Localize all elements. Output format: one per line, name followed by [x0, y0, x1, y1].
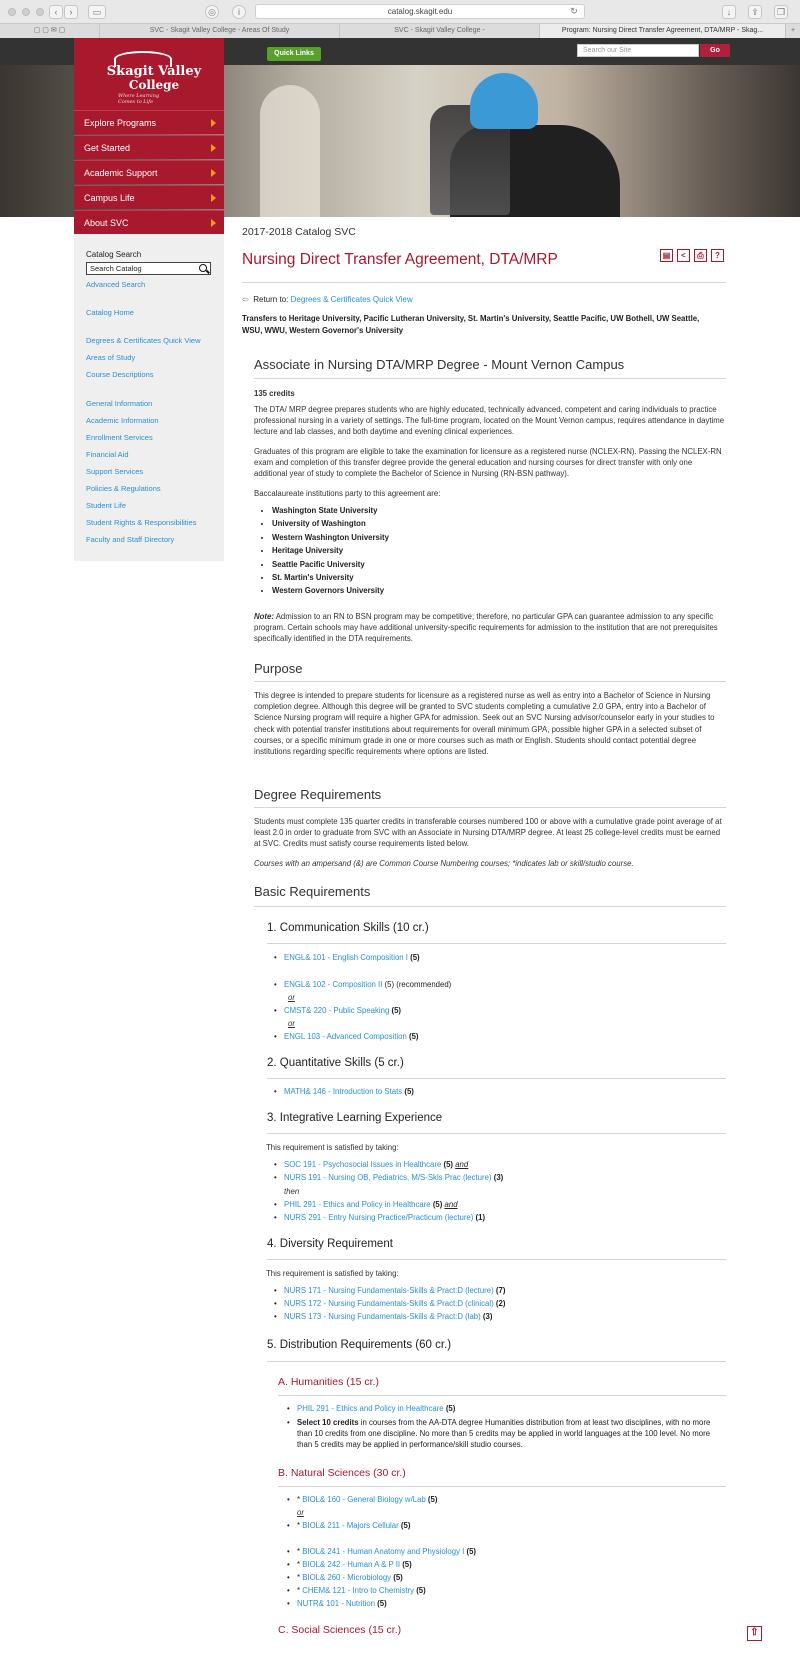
minimize-window-icon[interactable] [22, 8, 30, 16]
chevron-right-icon [211, 144, 216, 152]
sidebar-icon[interactable]: ▭ [88, 5, 106, 19]
diversity-heading: 4. Diversity Requirement [267, 1238, 393, 1250]
chevron-right-icon [211, 194, 216, 202]
reload-icon[interactable]: ↻ [570, 6, 578, 16]
tab-nursing-program[interactable]: Program: Nursing Direct Transfer Agreement, DTA/MRP - Skag... [540, 24, 786, 38]
list-item: • Heritage University [272, 544, 389, 557]
tab-bar [0, 23, 800, 38]
social-sciences-heading: C. Social Sciences (15 cr.) [278, 1624, 402, 1636]
search-icon[interactable] [199, 264, 207, 272]
tab-svc[interactable]: SVC - Skagit Valley College - [340, 24, 540, 38]
forward-icon[interactable]: › [64, 5, 78, 19]
divider [267, 1133, 726, 1134]
divider [267, 943, 726, 944]
divider [254, 906, 726, 907]
transfer-institutions: Transfers to Heritage University, Pacific Lutheran University, St. Martin's University, Seattle Pacific, UW Bothell, UW Seattle, WSU, WWU, Western Governor's University [242, 314, 700, 335]
course-nurs-173: • NURS 173 - Nursing Fundamentals-Skills & Pract:D (lab) (3) [274, 1312, 493, 1321]
catalog-search-label: Catalog Search [86, 250, 142, 259]
nav-academic-support[interactable]: Academic Support [74, 160, 224, 184]
reader-icon[interactable]: ◎ [205, 5, 219, 19]
purpose-heading: Purpose [254, 661, 303, 676]
hero-blue-hat [470, 73, 538, 129]
info-icon[interactable]: i [232, 5, 246, 19]
logo-tagline: Where Learning Comes to Life [118, 93, 160, 105]
print-icon[interactable]: ⎙ [694, 249, 707, 262]
sidebar-link-areas-of-study[interactable]: Areas of Study [86, 353, 136, 362]
or-label: or [288, 993, 295, 1002]
course-biol-241: • * BIOL& 241 - Human Anatomy and Physiology I (5) [287, 1547, 477, 1556]
sidebar-link-general-information[interactable]: General Information [86, 399, 153, 408]
intro-paragraph-2: Graduates of this program are eligible to take the examination for licensure as a registered nurse (NCLEX-RN). Passing the NCLEX-RN exam and completion of this transfer degree provide the general education and nursing courses for direct transfer with only one additional year of study to complete the Bachelor of Science in Nursing (RN-BSN pathway). [254, 447, 722, 479]
or-label: or [288, 1019, 295, 1028]
course-engl-103: • ENGL 103 - Advanced Composition (5) [274, 1032, 419, 1041]
integrative-heading: 3. Integrative Learning Experience [267, 1112, 443, 1124]
download-icon[interactable]: ↓ [722, 5, 736, 19]
communication-heading: 1. Communication Skills (10 cr.) [267, 922, 429, 934]
note-paragraph: Note: Admission to an RN to BSN program may be competitive; therefore, no particular GPA can guarantee admission to any specific program. Certain schools may have additional university-specific requirements for admission to the institution that are not prerequisites specifically identified in the DTA requirements. [254, 612, 718, 644]
divider [254, 378, 726, 379]
divider [278, 1395, 726, 1396]
or-label: or [297, 1508, 304, 1517]
course-nurs-172: • NURS 172 - Nursing Fundamentals-Skills & Pract:D (clinical) (2) [274, 1299, 506, 1308]
site-search-input[interactable]: Search our Site [577, 44, 699, 57]
course-biol-160: • * BIOL& 160 - General Biology w/Lab (5) [287, 1495, 438, 1504]
humanities-heading: A. Humanities (15 cr.) [278, 1376, 379, 1388]
close-window-icon[interactable] [8, 8, 16, 16]
course-nurs-171: • NURS 171 - Nursing Fundamentals-Skills & Pract:D (lecture) (7) [274, 1286, 506, 1295]
share-browser-icon[interactable]: ⇪ [748, 5, 762, 19]
sidebar-link-faculty-directory[interactable]: Faculty and Staff Directory [86, 535, 175, 544]
ile-intro: This requirement is satisfied by taking: [266, 1143, 399, 1152]
list-item: • Western Governors University [272, 584, 389, 597]
new-tab-button[interactable]: + [790, 27, 796, 34]
divider [254, 681, 726, 682]
degree-heading: Associate in Nursing DTA/MRP Degree - Mount Vernon Campus [254, 357, 625, 372]
course-nutr-101: • NUTR& 101 - Nutrition (5) [287, 1599, 387, 1608]
divider [267, 1078, 726, 1079]
sidebar-link-policies[interactable]: Policies & Regulations [86, 484, 161, 493]
institutions-intro: Baccalaureate institutions party to this agreement are: [254, 489, 441, 498]
list-item: • Seattle Pacific University [272, 558, 389, 571]
degree-requirements-heading: Degree Requirements [254, 787, 382, 802]
site-search-go-button[interactable]: Go [700, 44, 730, 57]
course-biol-211: • * BIOL& 211 - Majors Cellular (5) [287, 1521, 411, 1530]
sidebar-link-financial-aid[interactable]: Financial Aid [86, 450, 129, 459]
quantitative-heading: 2. Quantitative Skills (5 cr.) [267, 1057, 404, 1069]
nav-explore-programs[interactable]: Explore Programs [74, 110, 224, 134]
hero-figure [260, 85, 320, 217]
course-phil-291: • PHIL 291 - Ethics and Policy in Healthcare (5) and [274, 1200, 458, 1209]
chevron-right-icon [211, 219, 216, 227]
nav-about-svc[interactable]: About SVC [74, 210, 224, 234]
course-biol-260: • * BIOL& 260 - Microbiology (5) [287, 1573, 403, 1582]
course-math-146: • MATH& 146 - Introduction to Stats (5) [274, 1087, 414, 1096]
page-title: Nursing Direct Transfer Agreement, DTA/MRP [242, 251, 558, 268]
natural-sciences-heading: B. Natural Sciences (30 cr.) [278, 1467, 406, 1479]
url-bar[interactable]: catalog.skagit.edu [255, 4, 585, 19]
ampersand-note: Courses with an ampersand (&) are Common Course Numbering courses; *indicates lab or skill/studio course. [254, 859, 634, 868]
divider [242, 282, 726, 283]
divider [278, 1486, 726, 1487]
list-item: • University of Washington [272, 517, 389, 530]
sidebar-link-course-descriptions[interactable]: Course Descriptions [86, 370, 154, 379]
return-row [242, 295, 413, 304]
list-item: • Washington State University [272, 504, 389, 517]
tab-areas-of-study[interactable]: SVC - Skagit Valley College - Areas Of Study [100, 24, 340, 38]
catalog-year: 2017-2018 Catalog SVC [242, 226, 356, 238]
course-nurs-191: • NURS 191 - Nursing OB, Pediatrics, M/S-Skls Prac (lecture) (3) [274, 1173, 504, 1182]
course-soc-191: • SOC 191 - Psychosocial Issues in Healthcare (5) and [274, 1160, 469, 1169]
course-cmst-220: • CMST& 220 - Public Speaking (5) [274, 1006, 402, 1015]
course-engl-101: • ENGL& 101 - English Composition I (5) [274, 953, 420, 962]
div-intro: This requirement is satisfied by taking: [266, 1269, 399, 1278]
list-item: • Western Washington University [272, 531, 389, 544]
divider [267, 1259, 726, 1260]
course-phil-291-hum: • PHIL 291 - Ethics and Policy in Healthcare (5) [287, 1404, 456, 1413]
chevron-right-icon [211, 119, 216, 127]
sidebar-link-advanced-search[interactable]: Advanced Search [86, 280, 146, 289]
course-biol-242: • * BIOL& 242 - Human A & P II (5) [287, 1560, 412, 1569]
logo-name-line2: College [128, 78, 180, 92]
browser-chrome [0, 0, 800, 38]
divider [254, 807, 726, 808]
sidebar-link-enrollment-services[interactable]: Enrollment Services [86, 433, 153, 442]
quick-links-button[interactable]: Quick Links [267, 47, 321, 61]
document-icon[interactable]: ▤ [660, 249, 673, 262]
tabs-overview-icon[interactable]: ❐ [774, 5, 788, 19]
sidebar-link-student-life[interactable]: Student Life [86, 501, 127, 510]
distribution-heading: 5. Distribution Requirements (60 cr.) [267, 1339, 452, 1351]
then-label: then [284, 1187, 300, 1196]
divider [267, 1361, 726, 1362]
share-icon[interactable]: < [677, 249, 690, 262]
return-link[interactable]: Degrees & Certificates Quick View [290, 295, 413, 304]
logo-name-line1: Skagit Valley [106, 64, 202, 79]
sidebar-link-student-rights[interactable]: Student Rights & Responsibilities [86, 518, 197, 527]
bookmarks-icons: ▢ ▢ ✉ ▢ [0, 24, 100, 38]
sidebar-link-catalog-home[interactable]: Catalog Home [86, 308, 134, 317]
humanities-select-note: • Select 10 credits in courses from the AA-DTA degree Humanities distribution from at least two disciplines, with no more than 10 credits from one discipline. No more than 5 credits may be applied in world languages at the 100 level. No more than 5 credits may be applied in performance/skill studio courses. [287, 1418, 711, 1450]
sidebar-link-degrees-quick-view[interactable]: Degrees & Certificates Quick View [86, 336, 201, 345]
course-engl-102: • ENGL& 102 - Composition II (5) (recommended) [274, 980, 452, 989]
credits: 135 credits [254, 389, 295, 398]
nav-get-started[interactable]: Get Started [74, 135, 224, 159]
course-chem-121: • * CHEM& 121 - Intro to Chemistry (5) [287, 1586, 426, 1595]
sidebar-link-academic-information[interactable]: Academic Information [86, 416, 159, 425]
zoom-window-icon[interactable] [36, 8, 44, 16]
course-nurs-291: • NURS 291 - Entry Nursing Practice/Practicum (lecture) (1) [274, 1213, 486, 1222]
sidebar-link-support-services[interactable]: Support Services [86, 467, 144, 476]
intro-paragraph-1: The DTA/ MRP degree prepares students who are highly educated, technically advanced, competent and caring individuals to practice professional nursing in a variety of settings. The full-time program, located on the Mount Vernon campus, requires attendance in daytime lecture and lab classes, and both daytime and evening clinical experiences. [254, 405, 725, 437]
chevron-right-icon [211, 169, 216, 177]
basic-requirements-heading: Basic Requirements [254, 884, 371, 899]
nav-campus-life[interactable]: Campus Life [74, 185, 224, 209]
degree-requirements-text: Students must complete 135 quarter credits in transferable courses numbered 100 or above with a cumulative grade point average of at least 2.0 in order to graduate from SVC with an Associate in Nursing DTA/MRP degree. At least 25 college-level credits must be earned at SVC. Credits must satisfy course requirements listed below. [254, 817, 722, 849]
catalog-search-input[interactable]: Search Catalog [86, 262, 211, 275]
help-icon[interactable]: ? [711, 249, 724, 262]
return-arrow-icon: ⇦ [242, 295, 249, 304]
institutions-list [272, 504, 389, 598]
back-to-top-icon[interactable]: ⇧ [747, 1626, 762, 1641]
back-icon[interactable]: ‹ [49, 5, 63, 19]
list-item: • St. Martin's University [272, 571, 389, 584]
return-label: Return to: [253, 295, 289, 304]
purpose-text: This degree is intended to prepare students for licensure as a registered nurse as well as entry into a Bachelor of Science in Nursing completion degree. Although this degree will be granted to SVC students completing a cumulative 2.0 GPA, entry into a Bachelor of Science Nursing program will require a higher GPA for admission. Seek out an SVC Nursing advisor/counselor early in your studies to check with potential transfer institutions about requirements for overall minimum GPA, possible higher GPA in a selected subset of courses, or a specific minimum grade in one or more courses such as math or English. Students should contact potential degree institutions regarding specific requirements where options are listed. [254, 691, 715, 757]
